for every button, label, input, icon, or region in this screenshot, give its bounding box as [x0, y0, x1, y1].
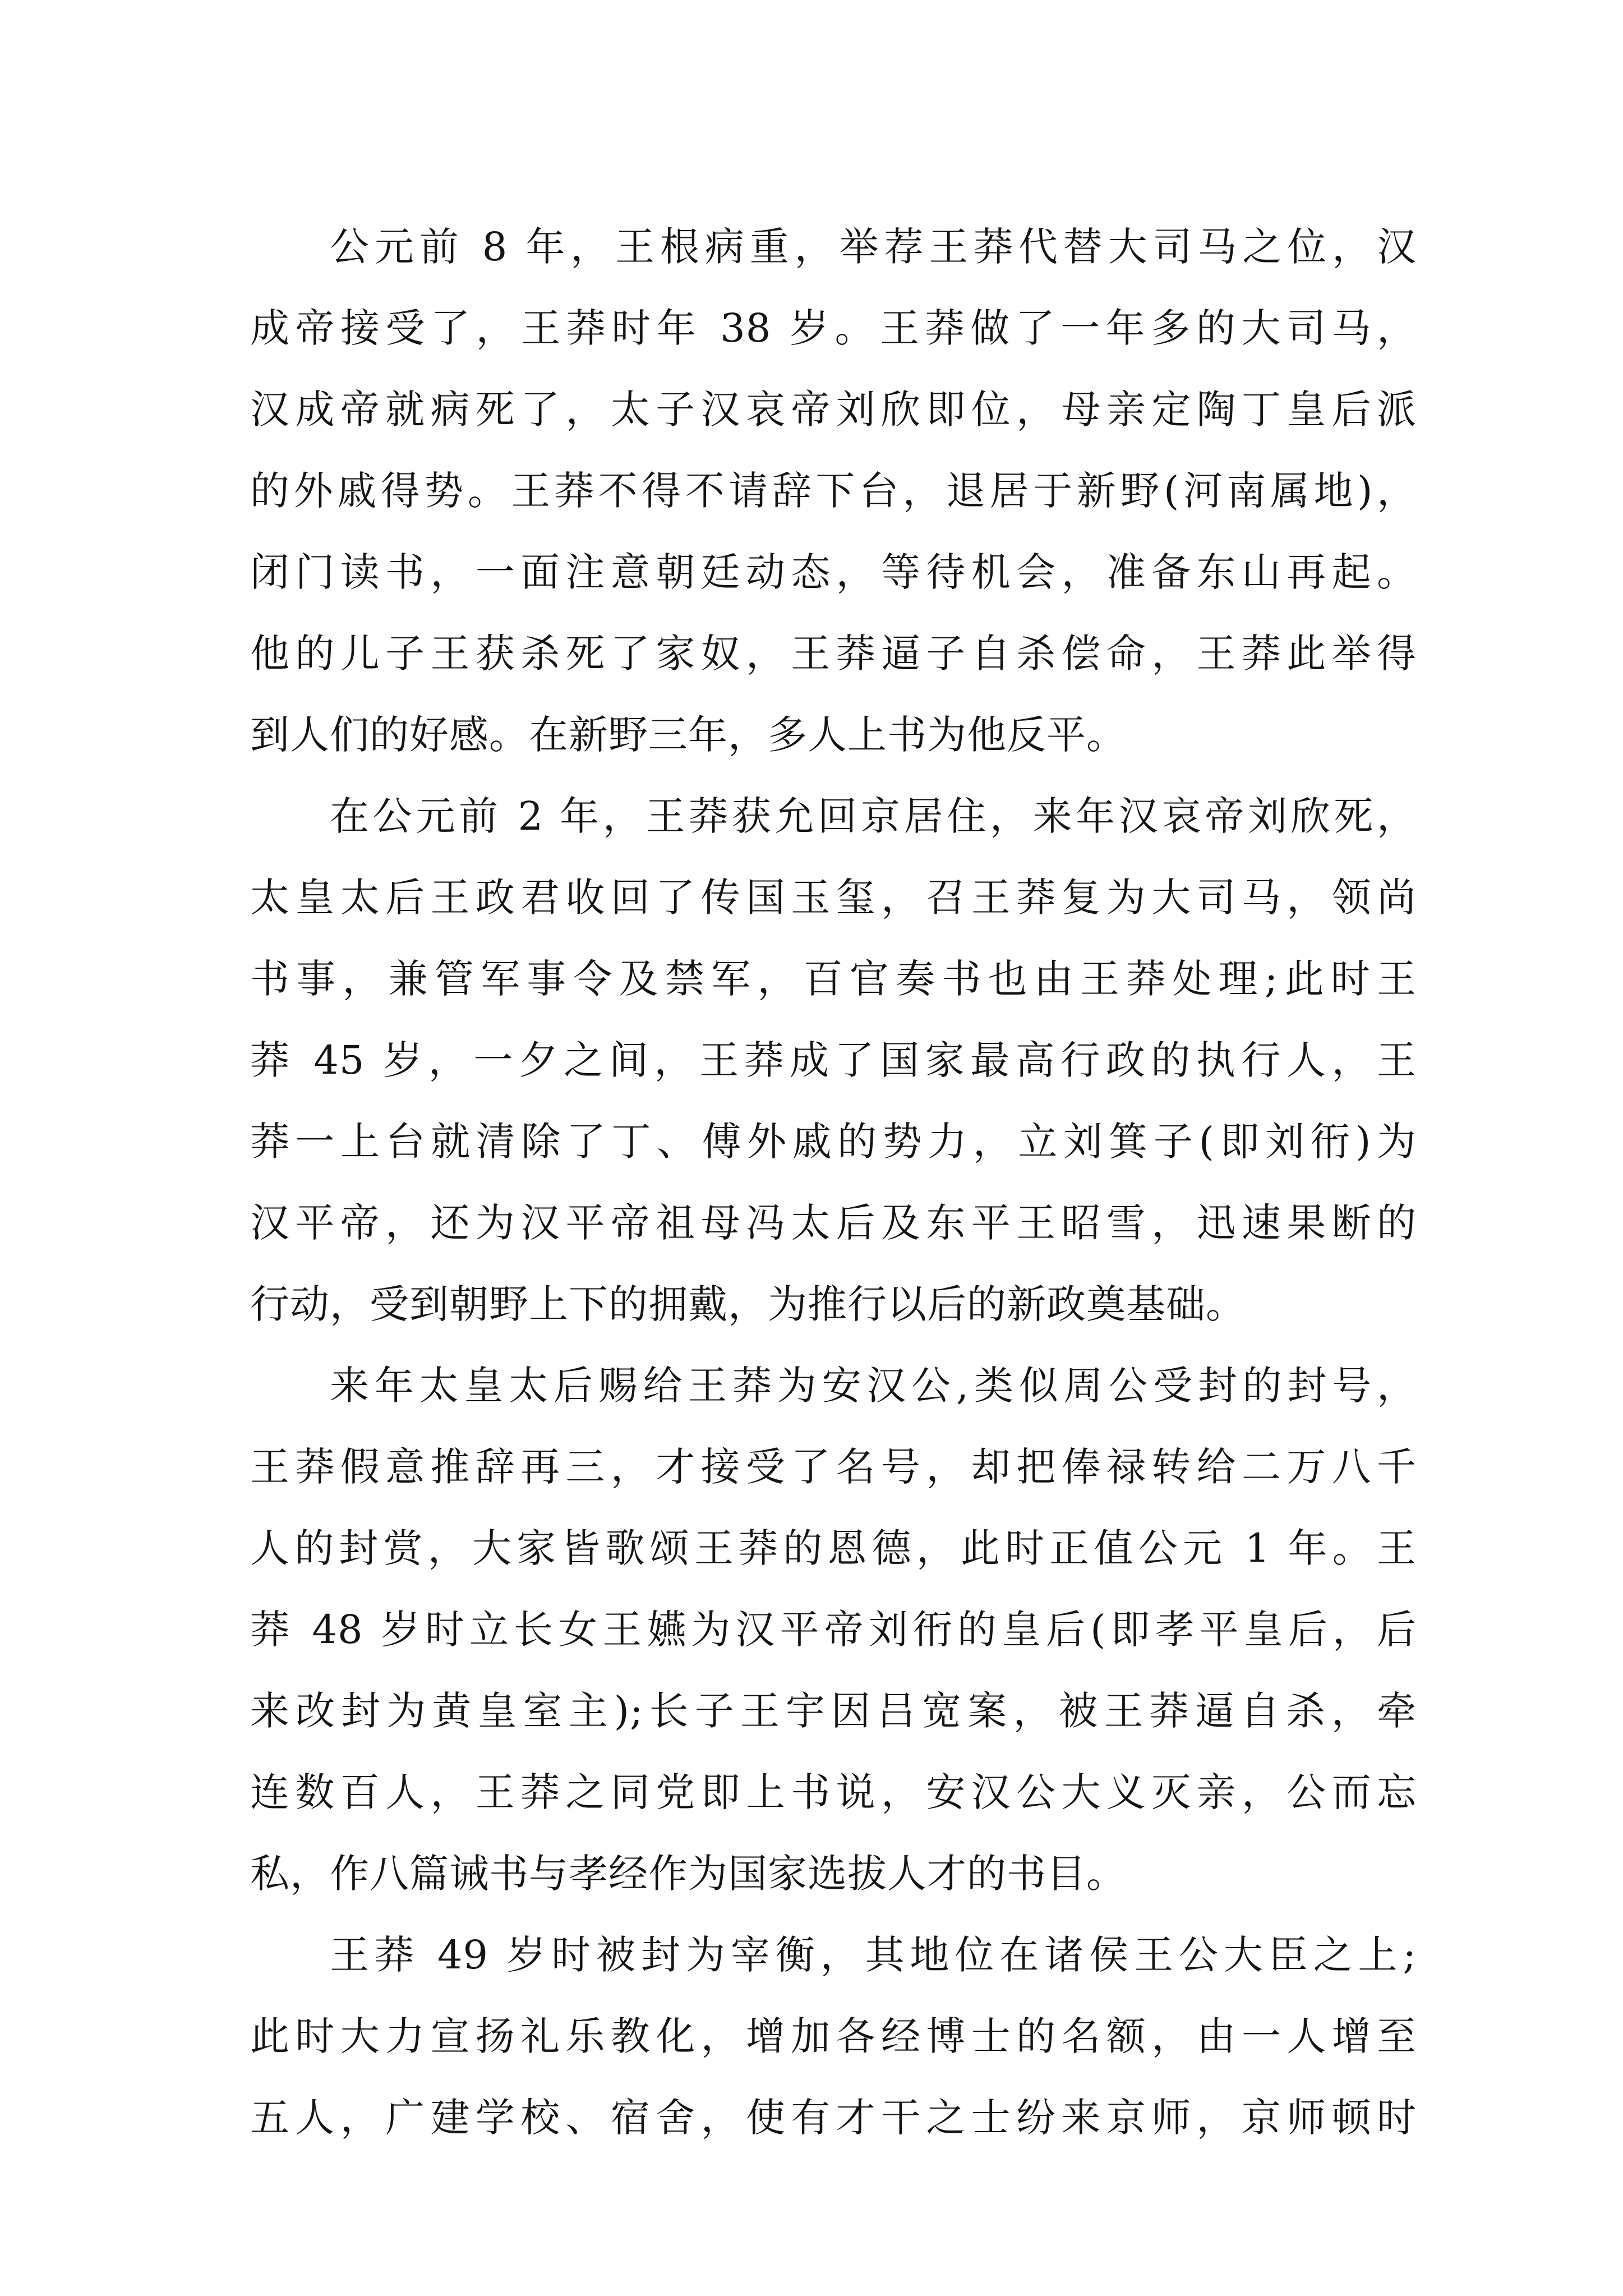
- paragraph-line: 莽 45 岁，一夕之间，王莽成了国家最高行政的执行人，王: [250, 1037, 1417, 1083]
- paragraph-line: 来年太皇太后赐给王莽为安汉公,类似周公受封的封号，: [330, 1363, 1417, 1409]
- paragraph-line: 成帝接受了，王莽时年 38 岁。王莽做了一年多的大司马，: [250, 305, 1417, 351]
- paragraph-line: 太皇太后王政君收回了传国玉玺，召王莽复为大司马，领尚: [250, 875, 1417, 921]
- paragraph-line: 私，作八篇诫书与孝经作为国家选拔人才的书目。: [250, 1851, 1126, 1897]
- document-body: [250, 206, 1417, 2159]
- paragraph-line: 王莽 49 岁时被封为宰衡，其地位在诸侯王公大臣之上;: [330, 1932, 1417, 1978]
- paragraph-line: 到人们的好感。在新野三年，多人上书为他反平。: [250, 712, 1126, 758]
- paragraph-line: 莽 48 岁时立长女王嬿为汉平帝刘衎的皇后(即孝平皇后，后: [250, 1607, 1417, 1653]
- paragraph-line: 五人，广建学校、宿舍，使有才干之士纷来京师，京师顿时: [250, 2095, 1417, 2141]
- paragraph-line: 连数百人，王莽之同党即上书说，安汉公大义灭亲，公而忘: [250, 1769, 1417, 1815]
- paragraph-line: 公元前 8 年，王根病重，举荐王莽代替大司马之位，汉: [330, 224, 1417, 270]
- paragraph-line: 人的封赏，大家皆歌颂王莽的恩德，此时正值公元 1 年。王: [250, 1525, 1417, 1571]
- paragraph-line: 他的儿子王获杀死了家奴，王莽逼子自杀偿命，王莽此举得: [250, 631, 1417, 677]
- paragraph-line: 行动，受到朝野上下的拥戴，为推行以后的新政奠基础。: [250, 1281, 1246, 1327]
- paragraph-line: 莽一上台就清除了丁、傅外戚的势力，立刘箕子(即刘衎)为: [250, 1119, 1417, 1165]
- paragraph-line: 的外戚得势。王莽不得不请辞下台，退居于新野(河南属地)，: [250, 468, 1417, 514]
- paragraph-line: 来改封为黄皇室主);长子王宇因吕宽案，被王莽逼自杀，牵: [250, 1688, 1417, 1734]
- paragraph-line: 书事，兼管军事令及禁军，百官奏书也由王莽处理;此时王: [250, 956, 1417, 1002]
- paragraph-line: 此时大力宣扬礼乐教化，增加各经博士的名额，由一人增至: [250, 2013, 1417, 2059]
- paragraph-line: 在公元前 2 年，王莽获允回京居住，来年汉哀帝刘欣死，: [330, 793, 1417, 839]
- paragraph-line: 汉成帝就病死了，太子汉哀帝刘欣即位，母亲定陶丁皇后派: [250, 386, 1417, 432]
- paragraph-line: 闭门读书，一面注意朝廷动态，等待机会，准备东山再起。: [250, 549, 1417, 595]
- paragraph-line: 王莽假意推辞再三，才接受了名号，却把俸禄转给二万八千: [250, 1444, 1417, 1490]
- paragraph-line: 汉平帝，还为汉平帝祖母冯太后及东平王昭雪，迅速果断的: [250, 1200, 1417, 1246]
